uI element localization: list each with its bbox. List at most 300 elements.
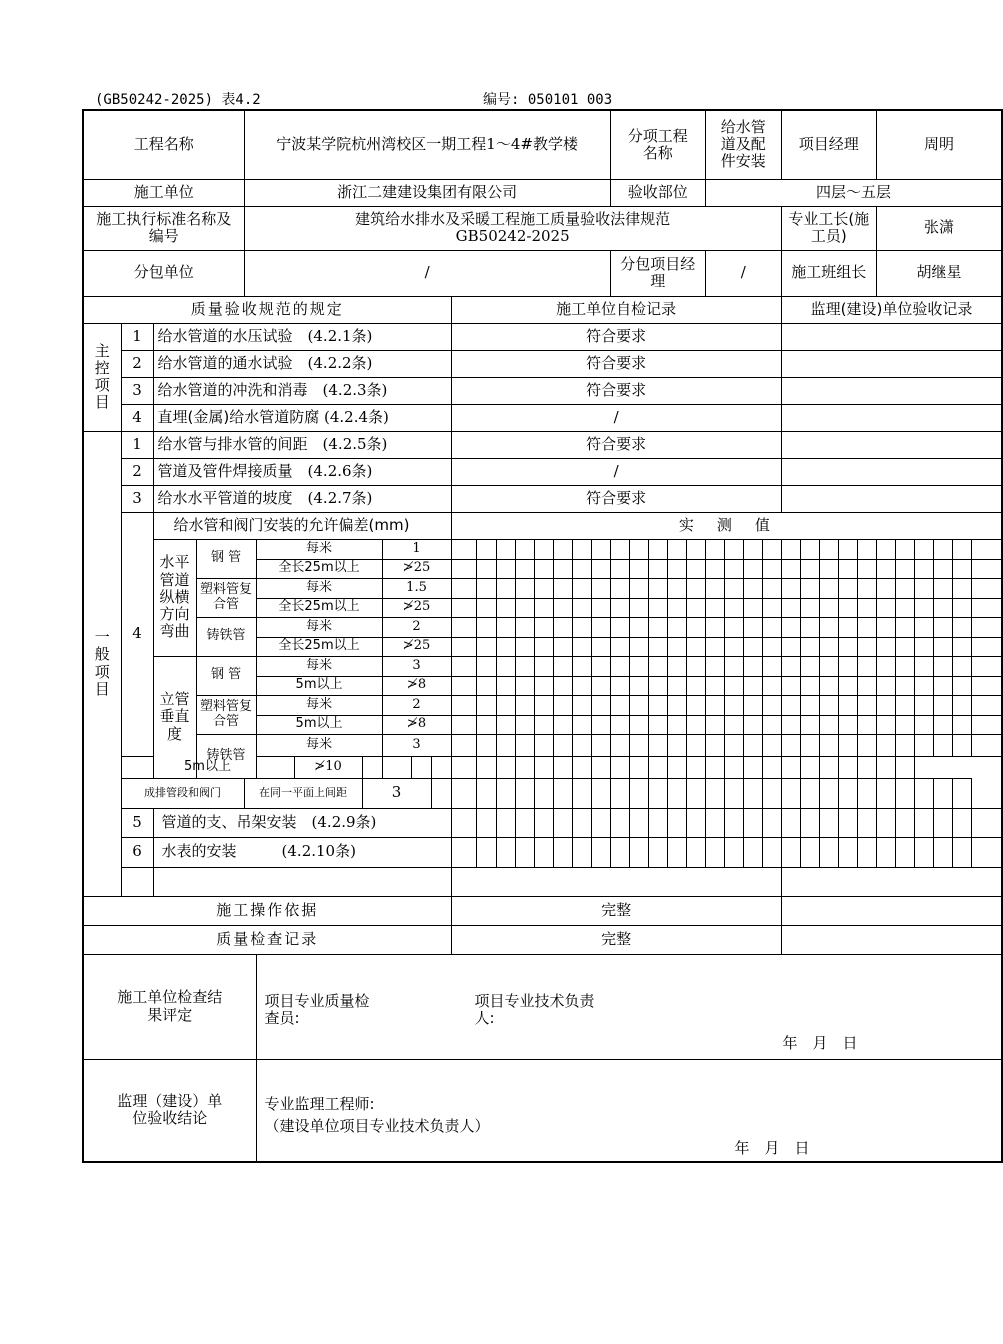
measured-value-cell: [800, 539, 819, 559]
measured-value-cell: [591, 778, 610, 808]
measured-value-cell: [629, 808, 648, 837]
measured-value-cell: [895, 559, 914, 578]
standard-label: 施工执行标准名称及编号: [83, 206, 244, 250]
records-value: 完整: [451, 925, 781, 954]
measured-value-cell: [648, 837, 667, 867]
measured-value-cell: [895, 617, 914, 637]
condition-per-meter: 每米: [256, 539, 382, 559]
measured-value-cell: [534, 637, 553, 656]
measured-value-cell: [819, 637, 838, 656]
item-text: 给水水平管道的坡度: [157, 488, 293, 507]
measured-value-cell: [724, 808, 743, 837]
measured-values-header: 实 测 值: [451, 512, 1002, 539]
measured-value-cell: [971, 598, 1002, 617]
measured-value-cell: [572, 778, 591, 808]
general-item-3: [153, 485, 451, 512]
measured-value-cell: [629, 778, 648, 808]
measured-value-cell: [705, 539, 724, 559]
measured-value-cell: [819, 559, 838, 578]
measured-value-cell: [553, 539, 572, 559]
measured-value-cell: [724, 756, 743, 778]
deviation-value: 3: [382, 734, 451, 756]
measured-value-cell: [781, 598, 800, 617]
supervision-date: 年 月 日: [734, 1138, 810, 1157]
measured-value-cell: [971, 808, 1002, 837]
measured-value-cell: [705, 598, 724, 617]
subcontract-unit-label: 分包单位: [83, 250, 244, 296]
measured-value-cell: [534, 617, 553, 637]
measured-value-cell: [914, 559, 933, 578]
measured-value-cell: [895, 756, 914, 778]
self-check-column-header: 施工单位自检记录: [451, 296, 781, 323]
measured-value-cell: [781, 539, 800, 559]
quality-inspector-label: 项目专业质量检查员:: [264, 991, 370, 1027]
measured-value-cell: [762, 808, 781, 837]
measured-value-cell: [762, 837, 781, 867]
construction-result-label: 施工单位检查结果评定: [83, 954, 256, 1059]
measured-value-cell: [610, 695, 629, 715]
measured-value-cell: [515, 715, 534, 734]
measured-value-cell: [781, 559, 800, 578]
measured-value-cell: [591, 617, 610, 637]
project-name-value: 宁波某学院杭州湾校区一期工程1～4#教学楼: [244, 110, 610, 179]
measured-value-cell: [515, 539, 534, 559]
measured-value-cell: [553, 637, 572, 656]
general-item-5: [153, 808, 451, 837]
general-item-2-result: /: [451, 458, 781, 485]
subcontract-unit-value: /: [244, 250, 610, 296]
measured-value-cell: [553, 559, 572, 578]
main-item-4-supervision: [781, 404, 1002, 431]
measured-value-cell: [667, 676, 686, 695]
measured-value-cell: [451, 559, 476, 578]
measured-value-cell: [914, 637, 933, 656]
blank-supervision-cell: [781, 867, 1002, 896]
measured-value-cell: [724, 676, 743, 695]
measured-value-cell: [629, 676, 648, 695]
measured-value-cell: [629, 656, 648, 676]
item-text: 给水管道的通水试验: [157, 353, 293, 372]
measured-value-cell: [781, 676, 800, 695]
measured-value-cell: [743, 695, 762, 715]
deviation-max: ≯8: [382, 715, 451, 734]
horizontal-bend-label: 水平管道纵横方向弯曲: [153, 539, 196, 656]
measured-value-cell: [952, 778, 971, 808]
measured-value-cell: [914, 578, 933, 598]
item-text: 管道的支、吊架安装: [161, 812, 297, 831]
measured-value-cell: [857, 559, 876, 578]
measured-value-cell: [914, 734, 933, 756]
measured-value-cell: [800, 637, 819, 656]
blank-self-check-cell: [451, 867, 781, 896]
measured-value-cell: [743, 637, 762, 656]
deviation-title: 给水管和阀门安装的允许偏差(mm): [153, 512, 451, 539]
measured-value-cell: [591, 578, 610, 598]
measured-value-cell: [933, 637, 952, 656]
measured-value-cell: [762, 559, 781, 578]
measured-value-cell: [838, 539, 857, 559]
measured-value-cell: [857, 637, 876, 656]
item-text: 给水管道的冲洗和消毒: [157, 380, 308, 399]
measured-value-cell: [876, 676, 895, 695]
general-item-3-supervision: [781, 485, 1002, 512]
item-clause: (4.2.4条): [324, 407, 389, 426]
measured-value-cell: [515, 778, 534, 808]
main-item-3-result: 符合要求: [451, 377, 781, 404]
condition-total-length: 全长25m以上: [256, 637, 382, 656]
measured-value-cell: [515, 617, 534, 637]
measured-value-cell: [838, 559, 857, 578]
measured-value-cell: [800, 715, 819, 734]
project-name-label: 工程名称: [83, 110, 244, 179]
measured-value-cell: [610, 559, 629, 578]
measured-value-cell: [515, 734, 534, 756]
measured-value-cell: [838, 837, 857, 867]
measured-value-cell: [895, 778, 914, 808]
measured-value-cell: [686, 778, 705, 808]
measured-value-cell: [686, 808, 705, 837]
measured-value-cell: [591, 837, 610, 867]
general-item-6: [153, 837, 451, 867]
measured-value-cell: [686, 559, 705, 578]
measured-value-cell: [648, 808, 667, 837]
measured-value-cell: [572, 637, 591, 656]
measured-value-cell: [686, 837, 705, 867]
measured-value-cell: [476, 617, 496, 637]
measured-value-cell: [876, 695, 895, 715]
measured-value-cell: [476, 578, 496, 598]
measured-value-cell: [971, 617, 1002, 637]
measured-value-cell: [451, 598, 476, 617]
measured-value-cell: [838, 734, 857, 756]
sub-project-value: 给水管道及配件安装: [705, 110, 781, 179]
measured-value-cell: [705, 756, 724, 778]
condition-per-meter: 每米: [256, 734, 382, 756]
measured-value-cell: [952, 808, 971, 837]
item-text: 管道及管件焊接质量: [157, 461, 293, 480]
measured-value-cell: [705, 778, 724, 808]
condition-total-length: 5m以上: [256, 715, 382, 734]
condition-total-length: 全长25m以上: [256, 598, 382, 617]
measured-value-cell: [895, 598, 914, 617]
measured-value-cell: [553, 695, 572, 715]
measured-value-cell: [933, 734, 952, 756]
measured-value-cell: [857, 578, 876, 598]
measured-value-cell: [667, 637, 686, 656]
measured-value-cell: [800, 578, 819, 598]
item-clause: (4.2.9条): [311, 812, 377, 831]
measured-value-cell: [876, 656, 895, 676]
measured-value-cell: [743, 756, 762, 778]
measured-value-cell: [762, 756, 781, 778]
measured-value-cell: [895, 808, 914, 837]
row-group-value: 3: [362, 778, 431, 808]
measured-value-cell: [781, 734, 800, 756]
measured-value-cell: [476, 734, 496, 756]
measured-value-cell: [667, 539, 686, 559]
measured-value-cell: [553, 715, 572, 734]
measured-value-cell: [895, 837, 914, 867]
measured-value-cell: [648, 559, 667, 578]
measured-value-cell: [553, 676, 572, 695]
measured-value-cell: [952, 715, 971, 734]
measured-value-cell: [800, 676, 819, 695]
measured-value-cell: [838, 778, 857, 808]
measured-value-cell: [451, 715, 476, 734]
measured-value-cell: [876, 539, 895, 559]
condition-total-length: 5m以上: [121, 756, 294, 778]
measured-value-cell: [667, 837, 686, 867]
measured-value-cell: [743, 808, 762, 837]
measured-value-cell: [724, 734, 743, 756]
pipe-type: 铸铁管: [196, 734, 256, 778]
item-number: 6: [121, 837, 153, 867]
measured-value-cell: [629, 756, 648, 778]
measured-value-cell: [800, 617, 819, 637]
measured-value-cell: [515, 656, 534, 676]
measured-value-cell: [971, 559, 1002, 578]
measured-value-cell: [667, 559, 686, 578]
measured-value-cell: [534, 778, 553, 808]
team-leader-label: 施工班组长: [781, 250, 876, 296]
measured-value-cell: [629, 559, 648, 578]
general-item-1-result: 符合要求: [451, 431, 781, 458]
blank-number-cell: [121, 867, 153, 896]
measured-value-cell: [838, 578, 857, 598]
measured-value-cell: [857, 734, 876, 756]
sub-project-label: 分项工程名称: [610, 110, 705, 179]
measured-value-cell: [362, 756, 382, 778]
measured-value-cell: [534, 656, 553, 676]
measured-value-cell: [686, 539, 705, 559]
item-clause: (4.2.1条): [307, 326, 373, 345]
form-number: 编号: 050101 003: [483, 92, 613, 108]
measured-value-cell: [572, 695, 591, 715]
item-text: 给水管道的水压试验: [157, 326, 293, 345]
deviation-value: 2: [382, 695, 451, 715]
measured-value-cell: [610, 539, 629, 559]
pipe-type: 铸铁管: [196, 617, 256, 656]
measured-value-cell: [800, 559, 819, 578]
inspection-form-table: [82, 109, 1003, 1163]
measured-value-cell: [553, 756, 572, 778]
spec-column-header: 质量验收规范的规定: [83, 296, 451, 323]
item-number: 4: [121, 512, 153, 756]
measured-value-cell: [743, 734, 762, 756]
item-number: 1: [121, 323, 153, 350]
measured-value-cell: [819, 837, 838, 867]
measured-value-cell: [515, 837, 534, 867]
measured-value-cell: [591, 715, 610, 734]
measured-value-cell: [476, 676, 496, 695]
measured-value-cell: [819, 756, 838, 778]
measured-value-cell: [496, 778, 515, 808]
measured-value-cell: [667, 598, 686, 617]
team-leader-value: 胡继星: [876, 250, 1002, 296]
measured-value-cell: [610, 676, 629, 695]
deviation-max: ≯25: [382, 559, 451, 578]
records-supervision: [781, 925, 1002, 954]
condition-per-meter: 每米: [256, 656, 382, 676]
measured-value-cell: [933, 778, 952, 808]
records-label: 质量检查记录: [83, 925, 451, 954]
measured-value-cell: [781, 656, 800, 676]
supervision-result-label: 监理（建设）单位验收结论: [83, 1059, 256, 1162]
measured-value-cell: [971, 656, 1002, 676]
condition-per-meter: 每米: [256, 578, 382, 598]
condition-total-length: 全长25m以上: [256, 559, 382, 578]
measured-value-cell: [933, 598, 952, 617]
vertical-plumb-label: 立管垂直度: [153, 656, 196, 778]
measured-value-cell: [857, 695, 876, 715]
row-group-label: 成排管段和阀门: [121, 778, 244, 808]
measured-value-cell: [534, 695, 553, 715]
measured-value-cell: [724, 695, 743, 715]
item-text: 水表的安装: [161, 842, 237, 861]
deviation-value: 1.5: [382, 578, 451, 598]
measured-value-cell: [895, 578, 914, 598]
item-clause: (4.2.3条): [322, 380, 388, 399]
measured-value-cell: [781, 715, 800, 734]
measured-value-cell: [705, 734, 724, 756]
measured-value-cell: [838, 656, 857, 676]
basis-supervision: [781, 896, 1002, 925]
subcontract-manager-label: 分包项目经理: [610, 250, 705, 296]
measured-value-cell: [648, 617, 667, 637]
measured-value-cell: [857, 715, 876, 734]
measured-value-cell: [591, 637, 610, 656]
measured-value-cell: [591, 559, 610, 578]
measured-value-cell: [534, 837, 553, 867]
item-clause: (4.2.10条): [281, 842, 356, 861]
measured-value-cell: [781, 578, 800, 598]
measured-value-cell: [800, 695, 819, 715]
measured-value-cell: [724, 837, 743, 867]
measured-value-cell: [496, 715, 515, 734]
measured-value-cell: [952, 617, 971, 637]
measured-value-cell: [629, 617, 648, 637]
measured-value-cell: [705, 578, 724, 598]
measured-value-cell: [762, 715, 781, 734]
condition-per-meter: 每米: [256, 695, 382, 715]
measured-value-cell: [838, 808, 857, 837]
construction-unit-label: 施工单位: [83, 179, 244, 206]
measured-value-cell: [629, 598, 648, 617]
measured-value-cell: [476, 695, 496, 715]
measured-value-cell: [724, 656, 743, 676]
measured-value-cell: [819, 598, 838, 617]
measured-value-cell: [451, 734, 476, 756]
measured-value-cell: [629, 695, 648, 715]
main-item-4: [153, 404, 451, 431]
measured-value-cell: [648, 539, 667, 559]
measured-value-cell: [876, 598, 895, 617]
measured-value-cell: [762, 734, 781, 756]
measured-value-cell: [496, 676, 515, 695]
deviation-value: 3: [382, 656, 451, 676]
measured-value-cell: [933, 578, 952, 598]
measured-value-cell: [648, 676, 667, 695]
measured-value-cell: [451, 637, 476, 656]
measured-value-cell: [876, 559, 895, 578]
measured-value-cell: [743, 598, 762, 617]
measured-value-cell: [591, 598, 610, 617]
construction-date: 年 月 日: [782, 1033, 858, 1052]
measured-value-cell: [667, 778, 686, 808]
main-item-2-supervision: [781, 350, 1002, 377]
measured-value-cell: [431, 756, 451, 778]
measured-value-cell: [610, 598, 629, 617]
measured-value-cell: [762, 778, 781, 808]
measured-value-cell: [914, 617, 933, 637]
measured-value-cell: [572, 808, 591, 837]
measured-value-cell: [515, 578, 534, 598]
measured-value-cell: [667, 715, 686, 734]
measured-value-cell: [431, 778, 451, 808]
measured-value-cell: [781, 778, 800, 808]
measured-value-cell: [952, 656, 971, 676]
measured-value-cell: [648, 715, 667, 734]
measured-value-cell: [476, 598, 496, 617]
pipe-type: 钢 管: [196, 539, 256, 578]
measured-value-cell: [572, 715, 591, 734]
measured-value-cell: [534, 715, 553, 734]
measured-value-cell: [914, 808, 933, 837]
item-clause: (4.2.2条): [307, 353, 373, 372]
measured-value-cell: [496, 656, 515, 676]
measured-value-cell: [914, 676, 933, 695]
measured-value-cell: [667, 756, 686, 778]
measured-value-cell: [800, 837, 819, 867]
measured-value-cell: [648, 656, 667, 676]
measured-value-cell: [629, 734, 648, 756]
measured-value-cell: [857, 756, 876, 778]
measured-value-cell: [933, 617, 952, 637]
measured-value-cell: [952, 598, 971, 617]
measured-value-cell: [496, 808, 515, 837]
general-item-1: [153, 431, 451, 458]
measured-value-cell: [610, 837, 629, 867]
general-item-2: [153, 458, 451, 485]
measured-value-cell: [629, 539, 648, 559]
measured-value-cell: [952, 734, 971, 756]
measured-value-cell: [895, 676, 914, 695]
measured-value-cell: [534, 539, 553, 559]
measured-value-cell: [496, 598, 515, 617]
measured-value-cell: [838, 695, 857, 715]
deviation-value: 2: [382, 617, 451, 637]
measured-value-cell: [534, 559, 553, 578]
measured-value-cell: [838, 598, 857, 617]
measured-value-cell: [781, 637, 800, 656]
measured-value-cell: [572, 756, 591, 778]
technical-lead-label: 项目专业技术负责人:: [474, 991, 595, 1027]
measured-value-cell: [819, 778, 838, 808]
measured-value-cell: [553, 656, 572, 676]
measured-value-cell: [819, 695, 838, 715]
measured-value-cell: [667, 656, 686, 676]
measured-value-cell: [572, 559, 591, 578]
measured-value-cell: [610, 656, 629, 676]
measured-value-cell: [933, 656, 952, 676]
measured-value-cell: [838, 676, 857, 695]
measured-value-cell: [933, 559, 952, 578]
measured-value-cell: [838, 617, 857, 637]
item-number: 3: [121, 485, 153, 512]
measured-value-cell: [743, 578, 762, 598]
measured-value-cell: [705, 715, 724, 734]
measured-value-cell: [451, 778, 476, 808]
